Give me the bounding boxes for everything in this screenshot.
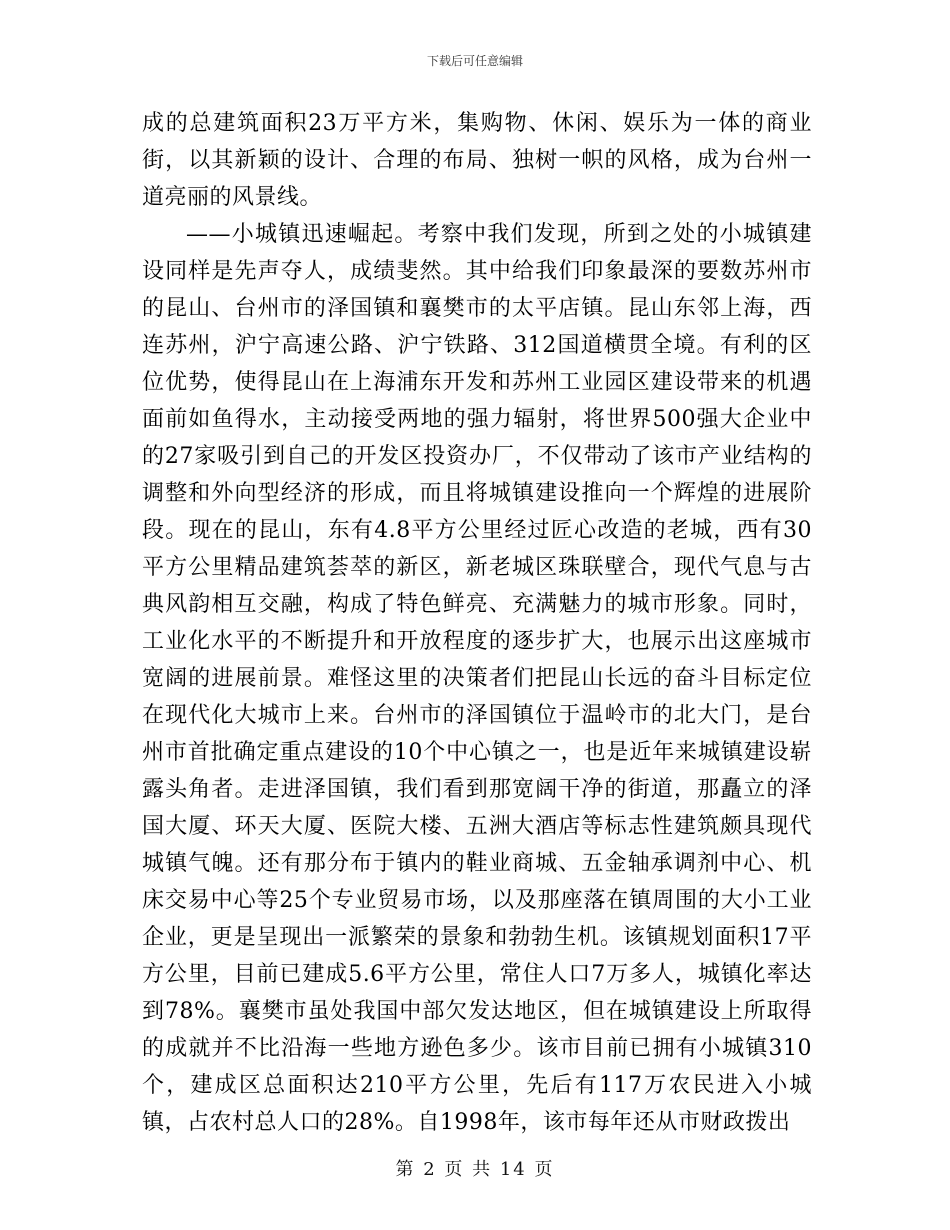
page-header: 下载后可任意编辑 [426,54,523,68]
paragraph-small-towns: ——小城镇迅速崛起。考察中我们发现，所到之处的小城镇建设同样是先声夺人，成绩斐然。其中给我们印象最深的要数苏州市的昆山、台州市的泽国镇和襄樊市的太平店镇。昆山东邻上海，西连苏州，沪宁高速公路、沪宁铁路、312国道横贯全境。有利的区位优势，使得昆山在上海浦东开发和苏州工业园区建设带来的机遇面前如鱼得水，主动接受两地的强力辐射，将世界500强大企业中的27家吸引到自己的开发区投资办厂，不仅带动了该市产业结构的调整和外向型经济的形成，而且将城镇建设推向一个辉煌的进展阶段。现在的昆山，东有4.8平方公里经过匠心改造的老城，西有30平方公里精品建筑荟萃的新区，新老城区珠联壁合，现代气息与古典风韵相互交融，构成了特色鲜亮、充满魅力的城市形象。同时，工业化水平的不断提升和开放程度的逐步扩大，也展示出这座城市宽阔的进展前景。难怪这里的决策者们把昆山长远的奋斗目标定位在现代化大城市上来。台州市的泽国镇位于温岭市的北大门，是台州市首批确定重点建设的10个中心镇之一，也是近年来城镇建设崭露头角者。走进泽国镇，我们看到那宽阔干净的街道，那矗立的泽国大厦、环天大厦、医院大楼、五洲大酒店等标志性建筑颇具现代城镇气魄。还有那分布于镇内的鞋业商城、五金轴承调剂中心、机床交易中心等25个专业贸易市场，以及那座落在镇周围的大小工业企业，更是呈现出一派繁荣的景象和勃勃生机。该镇规划面积17平方公里，目前已建成5.6平方公里，常住人口7万多人，城镇化率达到78%。襄樊市虽处我国中部欠发达地区，但在城镇建设上所取得的成就并不比沿海一些地方逊色多少。该市目前已拥有小城镇310个，建成区总面积达210平方公里，先后有117万农民进入小城镇，占农村总人口的28%。自1998年，该市每年还从市财政拨出 [142,222,812,1135]
body-text [142,105,812,1141]
paragraph-continuation: 成的总建筑面积23万平方米，集购物、休闲、娱乐为一体的商业街，以其新颖的设计、合理的布局、独树一帜的风格，成为台州一道亮丽的风景线。 [142,111,812,210]
page-number-footer: 第 2 页 共 14 页 [395,1159,555,1180]
